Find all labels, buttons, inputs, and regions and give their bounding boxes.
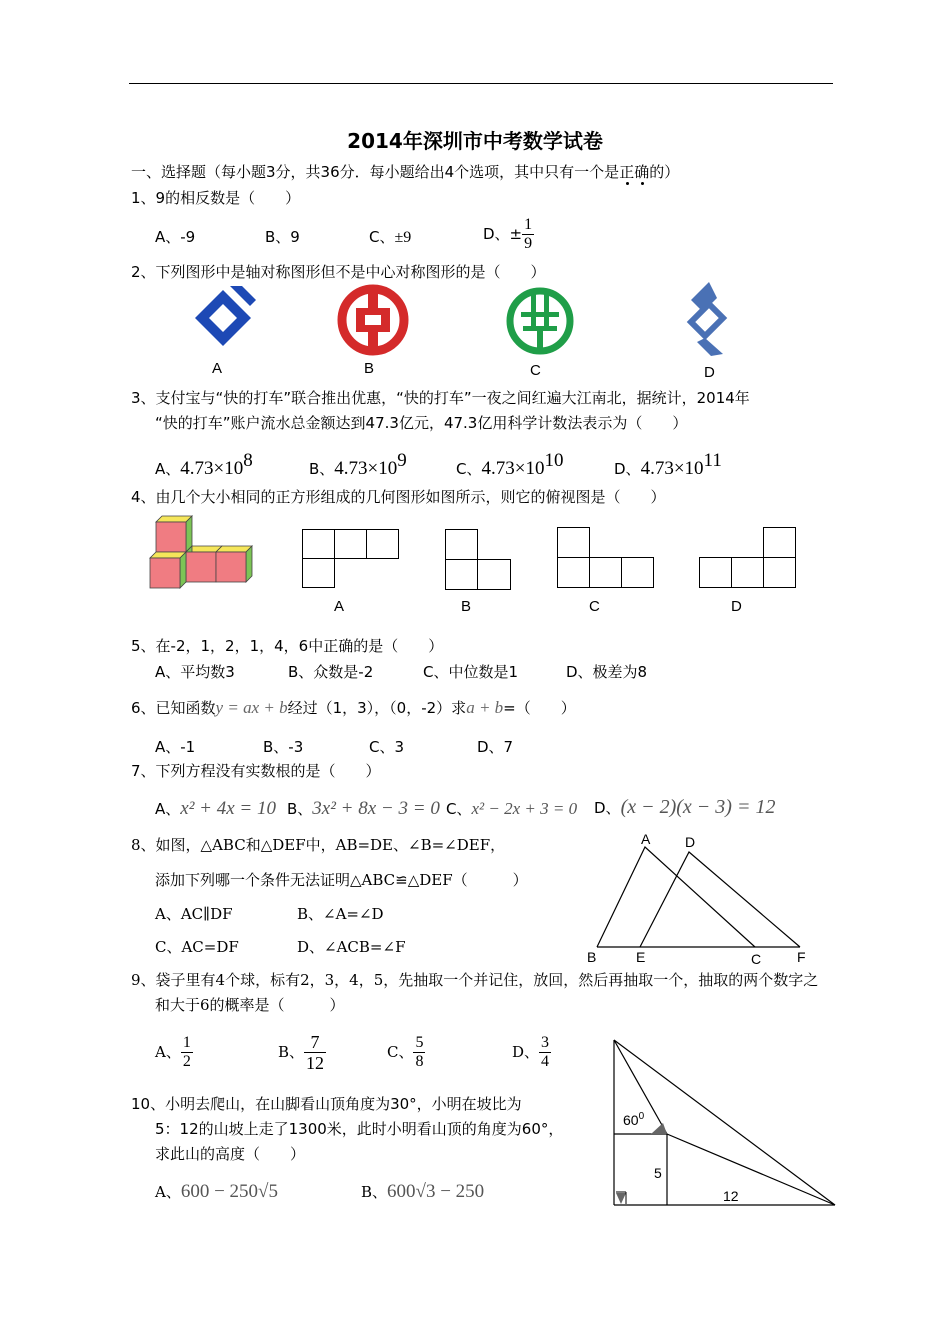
q2-label-b: B (364, 360, 375, 377)
q9-line2: 和大于6的概率是（ ） (155, 996, 345, 1014)
point-c: C (751, 951, 762, 967)
q1-option-b: B、9 (265, 228, 300, 246)
q1-option-a: A、-9 (155, 228, 196, 246)
q3-option-c: C、$4.73\times 10^{10}$ (456, 450, 564, 479)
logo-b-icon (337, 284, 409, 356)
q1-option-c: C、±9 (369, 228, 412, 246)
q5-option-a: A、平均数3 (155, 663, 235, 681)
q8-line2: 添加下列哪一个条件无法证明△ABC≌△DEF（ ） (155, 871, 528, 889)
q6-option-b: B、-3 (263, 738, 304, 756)
point-b: B (587, 949, 597, 965)
point-e: E (636, 949, 646, 965)
q3-option-b: B、$4.73\times 10^9$ (309, 450, 407, 479)
q5-option-c: C、中位数是1 (423, 663, 519, 681)
q2-label-c: C (530, 362, 541, 379)
q4-label-b: B (461, 598, 472, 615)
q8-option-a: A、AC∥DF (155, 905, 233, 923)
q1-option-d: D、± $\frac{1}{9}$ (483, 216, 533, 252)
q7-option-a: A、x² + 4x = 10 (155, 798, 276, 819)
q9-option-b: B、 $\frac{7}{12}$ (278, 1032, 325, 1073)
q4-stem: 4、由几个大小相同的正方形组成的几何图形如图所示，则它的俯视图是（ ） (131, 488, 666, 506)
q10-line3: 求此山的高度（ ） (155, 1145, 306, 1163)
logo-c-icon (505, 286, 575, 356)
q6-option-d: D、7 (477, 738, 514, 756)
q4-label-c: C (589, 598, 600, 615)
mountain-figure (608, 1036, 840, 1211)
q3-option-d: D、$4.73\times 10^{11}$ (614, 450, 722, 479)
q8-option-b: B、∠A=∠D (297, 905, 384, 923)
q4-label-a: A (334, 598, 345, 615)
q3-line1: 3、支付宝与“快的打车”联合推出优惠，“快的打车”一夜之间红遍大江南北，据统计，2014年 (131, 389, 750, 407)
q7-option-b: B、3x² + 8x − 3 = 0 (287, 798, 440, 819)
q1-stem: 1、9的相反数是（ ） (131, 189, 301, 207)
q3-option-a: A、$4.73\times 10^8$ (155, 450, 253, 479)
q6-stem: 6、已知函数y = ax + b经过（1，3），（0，-2）求a + b=（ ） (131, 698, 576, 717)
cube-figure (148, 514, 254, 594)
q9-line1: 9、袋子里有4个球，标有2，3，4，5，先抽取一个并记住，放回，然后再抽取一个，抽取的两个数字之 (131, 971, 819, 989)
logo-d-icon (683, 280, 733, 358)
q7-option-d: D、(x − 2)(x − 3) = 12 (594, 796, 776, 818)
q9-option-a: A、 $\frac{1}{2}$ (155, 1034, 191, 1070)
q9-option-d: D、 $\frac{3}{4}$ (512, 1034, 550, 1070)
q6-option-a: A、-1 (155, 738, 196, 756)
point-f: F (797, 949, 806, 965)
q9-option-c: C、 $\frac{5}{8}$ (387, 1034, 424, 1070)
q4-label-d: D (731, 598, 742, 615)
point-d: D (685, 834, 696, 850)
svg-text:600 (623, 1111, 645, 1128)
angle-label: 60 (623, 1112, 639, 1128)
point-a: A (641, 831, 651, 847)
section-heading: 一、选择题（每小题3分，共36分．每小题给出4个选项，其中只有一个是正确的） (131, 163, 680, 181)
q2-label-d: D (704, 364, 715, 381)
page-title: 2014年深圳市中考数学试卷 (347, 129, 603, 153)
angle-degree: 0 (638, 1111, 645, 1122)
q6-option-c: C、3 (369, 738, 405, 756)
header-rule (129, 83, 833, 84)
height-label: 5 (654, 1165, 662, 1181)
q5-option-b: B、众数是-2 (288, 663, 374, 681)
q10-line1: 10、小明去爬山，在山脚看山顶角度为30°，小明在坡比为 (131, 1095, 522, 1113)
q10-option-a: A、600 − 250√5 (155, 1181, 278, 1202)
q10-line2: 5：12的山坡上走了1300米，此时小明看山顶的角度为60°， (155, 1120, 564, 1138)
q10-option-b: B、600√3 − 250 (361, 1181, 485, 1202)
q7-stem: 7、下列方程没有实数根的是（ ） (131, 762, 381, 780)
logo-a-icon (190, 282, 260, 352)
q5-stem: 5、在-2，1，2，1，4，6中正确的是（ ） (131, 637, 444, 655)
triangles-figure (585, 830, 815, 970)
q8-option-c: C、AC=DF (155, 938, 239, 956)
q5-option-d: D、极差为8 (566, 663, 648, 681)
q2-stem: 2、下列图形中是轴对称图形但不是中心对称图形的是（ ） (131, 263, 546, 281)
width-label: 12 (723, 1188, 739, 1204)
q2-label-a: A (212, 360, 223, 377)
q3-line2: “快的打车”账户流水总金额达到47.3亿元，47.3亿用科学计数法表示为（ ） (155, 414, 688, 432)
q7-option-c: C、x² − 2x + 3 = 0 (446, 799, 578, 818)
q8-option-d: D、∠ACB=∠F (297, 938, 406, 956)
q8-line1: 8、如图，△ABC和△DEF中，AB=DE、∠B=∠DEF， (131, 836, 506, 854)
